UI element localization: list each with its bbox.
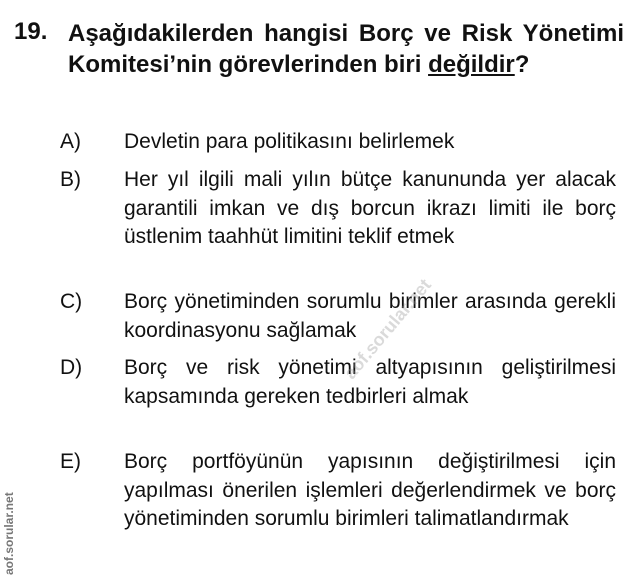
option-text: Borç yönetiminden sorumlu birimler arasında gerekli koordinasyonu sağlamak [124,290,616,342]
question-text [68,18,624,80]
question-text-main: Aşağıdakilerden hangisi Borç ve Risk Yönetimi Komitesi’nin görevlerinden biri [68,20,624,78]
option-text: Devletin para politikasını belirlemek [124,130,455,153]
watermark-side: aof.sorular.net [2,492,16,575]
option-text: Borç ve risk yönetimi altyapısının geliştirilmesi kapsamında gereken tedbirleri almak [124,356,616,408]
option-letter: E) [60,450,81,473]
watermark-center: aof.sorular.net [340,274,436,383]
option-letter: D) [60,356,83,379]
question-mark: ? [514,51,530,78]
option-letter: A) [60,130,81,153]
option-letter: B) [60,168,81,191]
question-negation: değildir [428,51,515,78]
option-letter: C) [60,290,83,313]
option-text: Borç portföyünün yapısının değiştirilmesi için yapılması önerilen işlemleri değerlendirmek ve borç yönetiminden sorumlu birimleri talimatlandırmak [124,450,616,530]
option-text: Her yıl ilgili mali yılın bütçe kanununda yer alacak garantili imkan ve dış borcun ikrazı limiti ile borç üstlenim taahhüt limitini teklif etmek [124,168,616,248]
question-number: 19. [14,18,48,45]
